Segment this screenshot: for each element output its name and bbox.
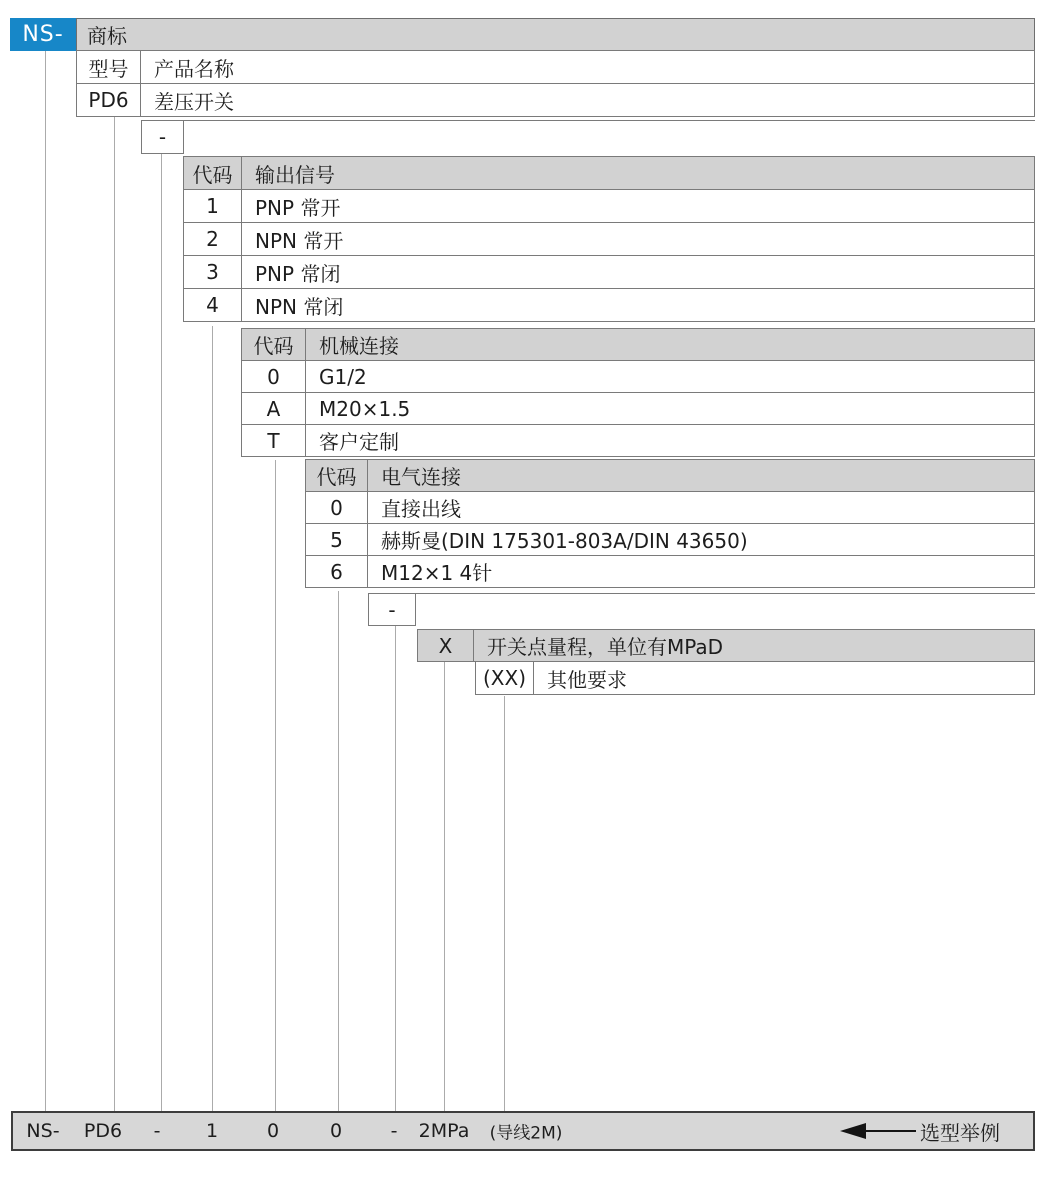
code-cell: 0 [306,492,368,523]
model-code-cell: PD6 [77,84,141,116]
model-header-row [76,50,1035,84]
option-row-output-signal [183,288,1035,322]
switch-range-row [417,629,1035,662]
description-cell: NPN 常闭 [255,294,344,319]
separator-line-1 [141,120,1035,121]
example-token: 1 [205,1120,219,1142]
trademark-row: 商标 [76,18,1035,51]
example-token: - [390,1120,398,1142]
code-cell: 0 [242,361,306,392]
description-cell: M20×1.5 [319,396,411,421]
connector-line [45,51,46,1112]
description-cell: G1/2 [319,364,367,389]
code-table-output-signal [183,156,1035,322]
description-cell: PNP 常闭 [255,261,341,286]
description-cell: 客户定制 [319,430,399,454]
connector-line [212,326,213,1112]
code-cell: 1 [184,190,242,222]
option-row-output-signal [183,189,1035,223]
brand-code-box: NS- [10,18,76,51]
code-cell: 代码 [242,329,306,360]
connector-line [161,154,162,1112]
option-row-electrical-connection [305,491,1035,524]
option-row-output-signal [183,222,1035,256]
connector-line [504,696,505,1112]
code-cell: 6 [306,556,368,587]
other-code-cell: (XX) [476,662,534,694]
example-token: (导线2M) [489,1123,563,1144]
option-row-output-signal [183,255,1035,289]
separator-line-2 [368,593,1035,594]
connector-line [395,626,396,1112]
example-token: 0 [266,1120,280,1142]
code-cell: 代码 [184,157,242,189]
header-row-electrical-connection [305,459,1035,492]
other-requirements-row [475,661,1035,695]
example-token: 2MPa [418,1120,470,1142]
product-name-label-cell: 产品名称 [154,56,234,81]
connector-line [444,662,445,1112]
code-cell: 4 [184,289,242,321]
other-desc-cell: 其他要求 [547,667,627,692]
code-cell: 代码 [306,460,368,491]
range-desc-cell: 开关点量程，单位有MPaD [487,635,724,659]
header-row-output-signal [183,156,1035,190]
description-cell: PNP 常开 [255,195,341,220]
code-cell: 3 [184,256,242,288]
option-row-electrical-connection [305,523,1035,556]
model-label-cell: 型号 [77,51,141,83]
connector-line [114,117,115,1112]
option-row-mechanical-connection [241,424,1035,457]
code-cell: A [242,393,306,424]
arrow-shaft [866,1130,916,1132]
description-cell: 直接出线 [381,497,461,521]
example-box [11,1111,1035,1151]
example-token: NS- [26,1120,60,1142]
option-row-mechanical-connection [241,392,1035,425]
example-token: 0 [329,1120,343,1142]
connector-line [275,460,276,1112]
connector-line [338,591,339,1112]
code-table-electrical-connection [305,459,1035,588]
code-cell: 5 [306,524,368,555]
code-table-mechanical-connection [241,328,1035,457]
description-cell: 机械连接 [319,334,399,358]
separator-cell-2: - [368,593,416,626]
option-row-mechanical-connection [241,360,1035,393]
model-value-row [76,83,1035,117]
description-cell: 输出信号 [255,162,335,187]
example-token: PD6 [83,1120,123,1142]
description-cell: 电气连接 [381,465,461,489]
header-row-mechanical-connection [241,328,1035,361]
description-cell: M12×1 4针 [381,561,493,585]
example-label: 选型举例 [920,1120,1000,1145]
product-name-cell: 差压开关 [154,89,234,114]
description-cell: 赫斯曼(DIN 175301-803A/DIN 43650) [381,529,748,553]
code-cell: T [242,425,306,456]
separator-cell-1: - [141,120,184,154]
description-cell: NPN 常开 [255,228,344,253]
example-token: - [153,1120,161,1142]
arrow-left-icon [840,1123,866,1139]
range-code-cell: X [418,630,474,661]
option-row-electrical-connection [305,555,1035,588]
code-cell: 2 [184,223,242,255]
